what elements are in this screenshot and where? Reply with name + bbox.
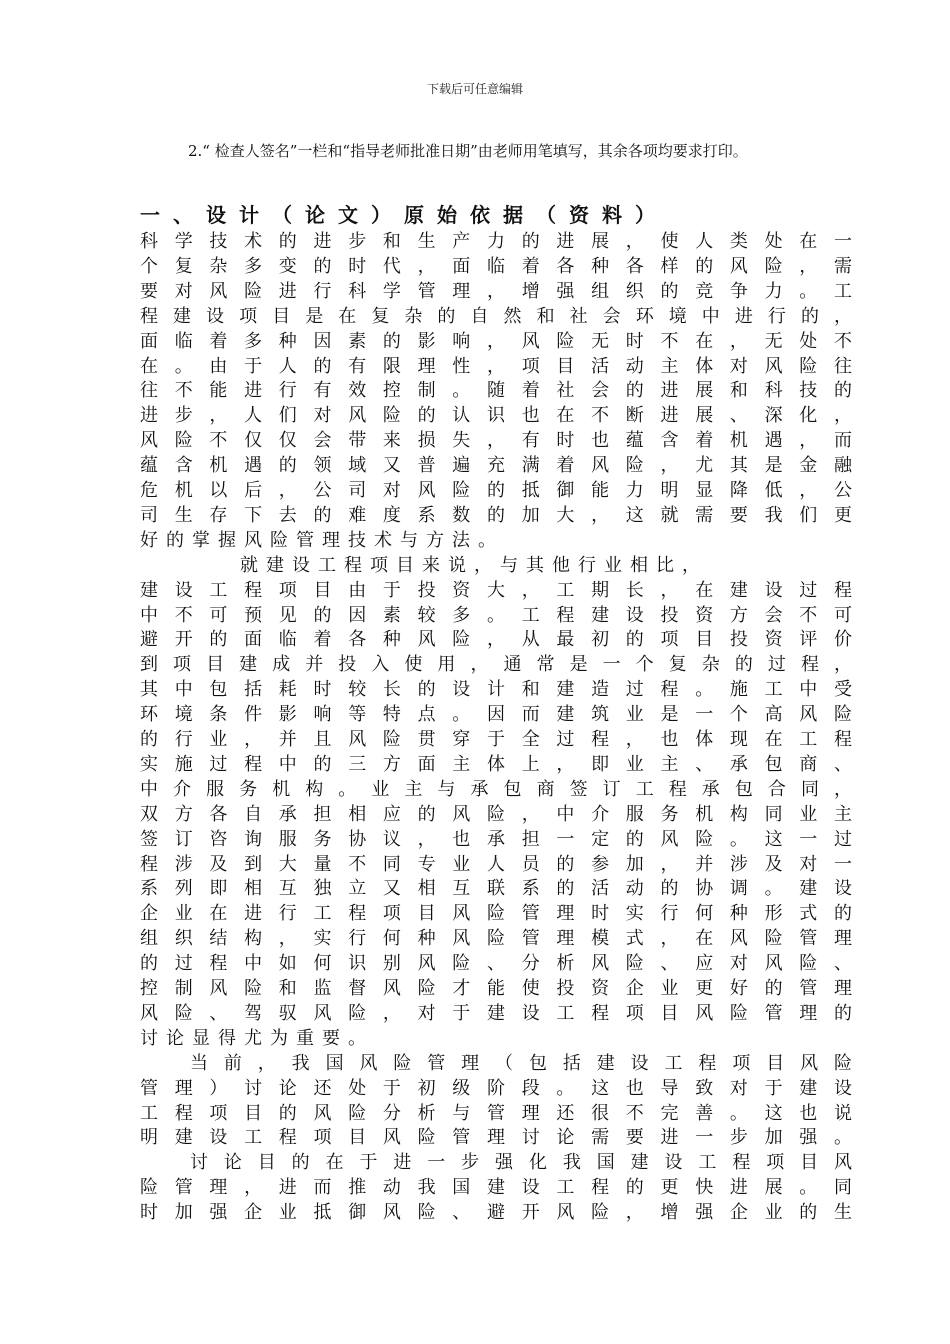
section-heading: 一、设计（论文）原始依据（资料） (140, 203, 668, 227)
body-line: 在。由于人的有限理性，项目活动主体对风险往 (140, 355, 852, 377)
body-line: 双方各自承担相应的风险，中介服务机构同业主 (140, 803, 852, 825)
body-line: 的行业，并且风险贯穿于全过程，也体现在工程 (140, 729, 852, 750)
body-line: 险管理，进而推动我国建设工程的更快进展。同 (140, 1177, 852, 1199)
body-line: 风险不仅仅会带来损失，有时也蕴含着机遇，而 (140, 430, 852, 452)
body-line: 实施过程中的三方面主体上，即业主、承包商、 (140, 753, 852, 775)
body-line: 建设工程项目由于投资大，工期长，在建设过程 (140, 579, 852, 601)
body-line: 司生存下去的难度系数的加大，这就需要我们更 (140, 504, 852, 526)
body-line: 风险、驾驭风险，对于建设工程项目风险管理的 (140, 1002, 852, 1024)
body-line: 蕴含机遇的领域又普遍充满着风险，尤其是金融 (140, 455, 852, 477)
body-line: 程建设项目是在复杂的自然和社会环境中进行的， (140, 305, 852, 327)
body-line: 面临着多种因素的影响，风险无时不在，无处不 (140, 330, 852, 352)
body-line: 到项目建成并投入使用，通常是一个复杂的过程， (140, 654, 852, 676)
body-line: 组织结构，实行何种风险管理模式，在风险管理 (140, 928, 852, 950)
body-line: 其中包括耗时较长的设计和建造过程。施工中受 (140, 679, 852, 701)
body-line: 避开的面临着各种风险，从最初的项目投资评价 (140, 629, 852, 651)
body-line: 的过程中如何识别风险、分析风险、应对风险、 (140, 953, 852, 975)
body-line: 科学技术的进步和生产力的进展，使人类处在一 (140, 231, 852, 252)
body-line: 环境条件影响等特点。因而建筑业是一个高风险 (140, 704, 852, 726)
body-line: 个复杂多变的时代，面临着各种各样的风险，需 (140, 255, 852, 277)
body-line: 签订咨询服务协议，也承担一定的风险。这一过 (140, 828, 852, 850)
body-line: 企业在进行工程项目风险管理时实行何种形式的 (140, 903, 852, 925)
body-line: 讨论显得尤为重要。 (140, 1027, 374, 1049)
body-line: 就建设工程项目来说，与其他行业相比， (240, 554, 708, 576)
body-line: 系列即相互独立又相互联系的活动的协调。建设 (140, 878, 852, 900)
body-line: 危机以后，公司对风险的抵御能力明显降低，公 (140, 480, 852, 501)
body-line: 当前，我国风险管理（包括建设工程项目风险 (190, 1052, 852, 1074)
body-line: 讨论目的在于进一步强化我国建设工程项目风 (190, 1152, 852, 1174)
body-line: 中不可预见的因素较多。工程建设投资方会不可 (140, 604, 852, 626)
body-line: 工程项目的风险分析与管理还很不完善。这也说 (140, 1102, 852, 1124)
instruction-note: 2.“ 检查人签名”一栏和“指导老师批准日期”由老师用笔填写，其余各项均要求打印。 (188, 142, 748, 160)
body-line: 程涉及到大量不同专业人员的参加，并涉及对一 (140, 853, 852, 875)
page-header: 下载后可任意编辑 (426, 82, 523, 96)
body-line: 好的掌握风险管理技术与方法。 (140, 529, 504, 551)
body-line: 要对风险进行科学管理，增强组织的竞争力。工 (140, 280, 852, 302)
body-line: 进步，人们对风险的认识也在不断进展、深化， (140, 405, 852, 427)
body-line: 时加强企业抵御风险、避开风险，增强企业的生 (140, 1202, 852, 1224)
body-line: 管理）讨论还处于初级阶段。这也导致对于建设 (140, 1077, 852, 1099)
body-line: 明建设工程项目风险管理讨论需要进一步加强。 (140, 1127, 852, 1149)
body-line: 中介服务机构。业主与承包商签订工程承包合同， (140, 778, 852, 800)
body-line: 往不能进行有效控制。随着社会的进展和科技的 (140, 380, 852, 402)
body-line: 控制风险和监督风险才能使投资企业更好的管理 (140, 978, 852, 999)
